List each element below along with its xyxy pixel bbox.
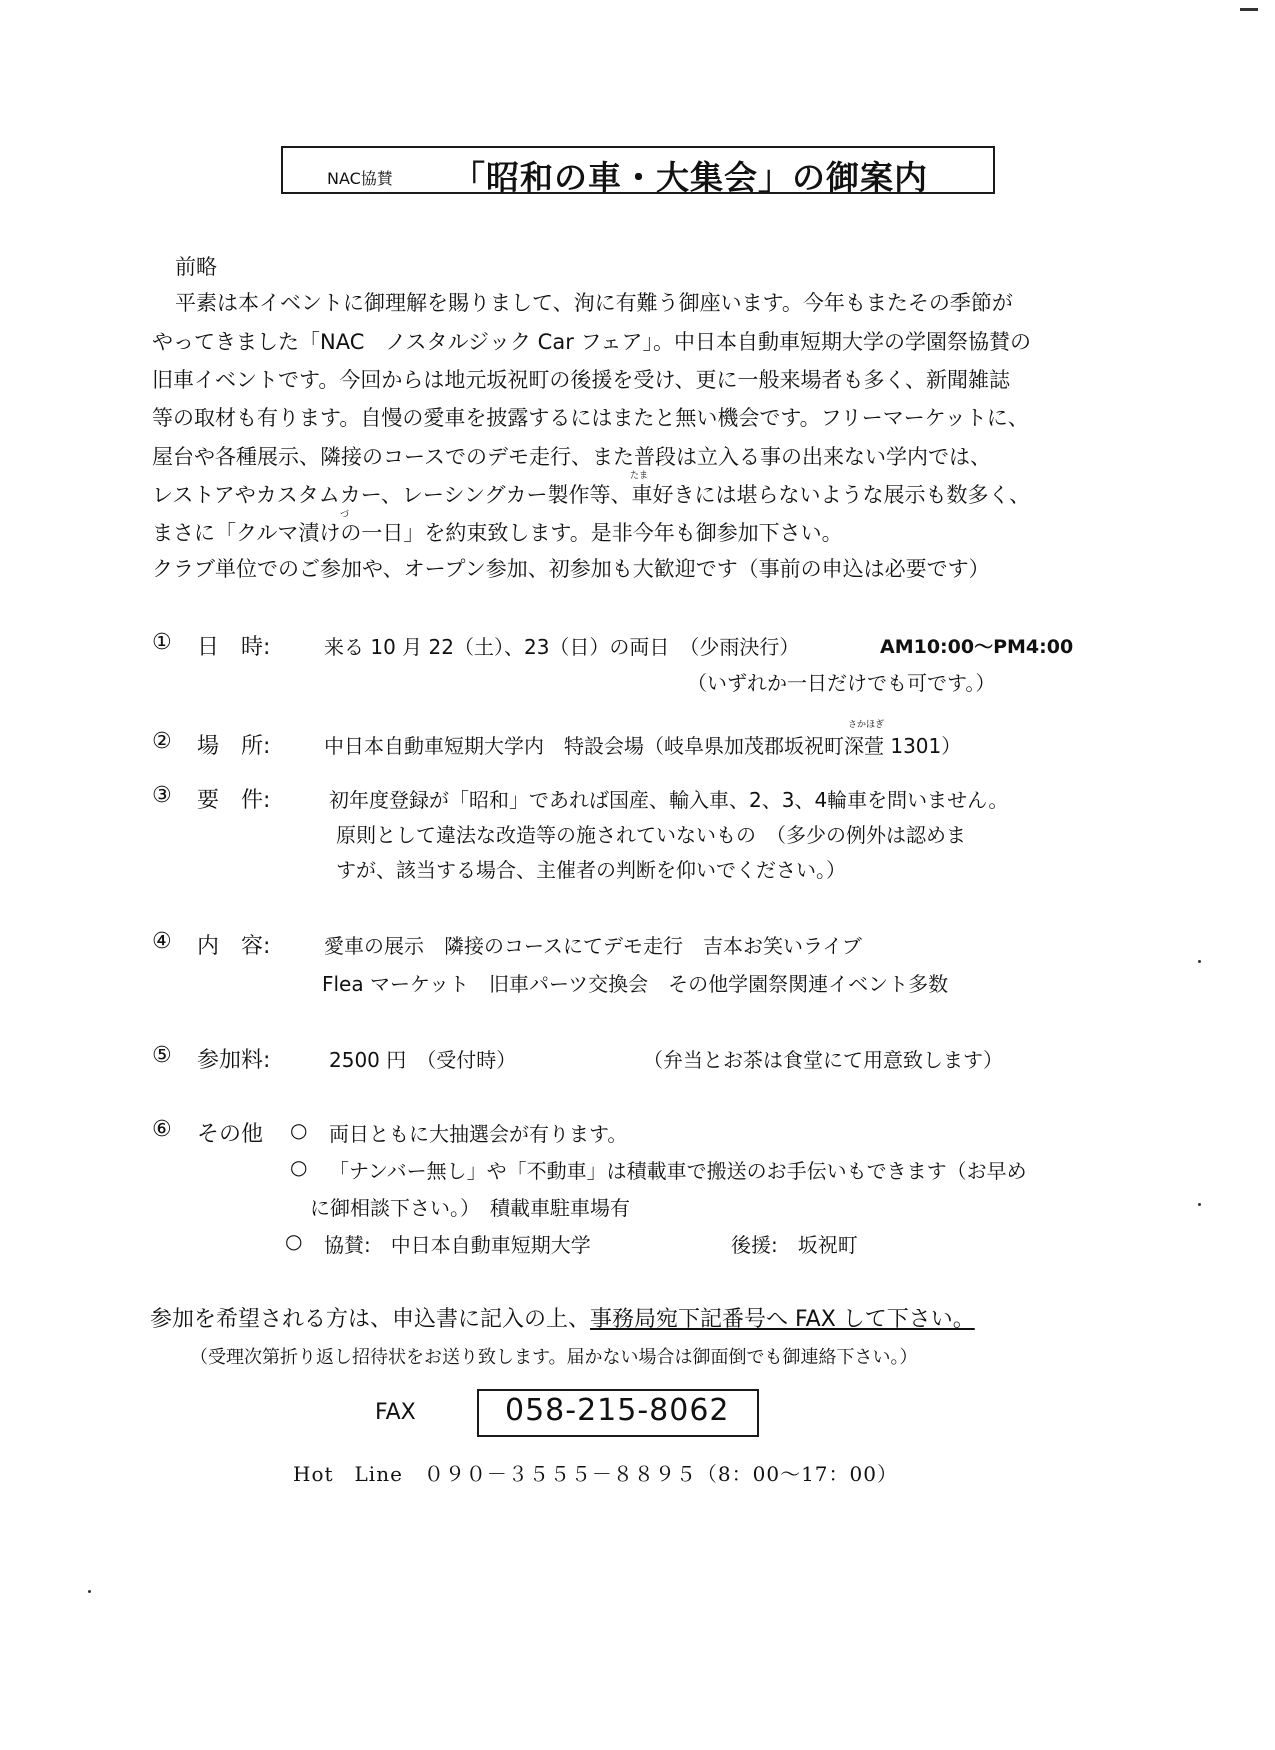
- contents-line: Flea マーケット 旧車パーツ交換会 その他学園祭関連イベント多数: [322, 972, 949, 996]
- intro-line: 旧車イベントです。今回からは地元坂祝町の後援を受け、更に一般来場者も多く、新聞雑誌: [152, 368, 1011, 392]
- fee-note: （弁当とお茶は食堂にて用意致します）: [643, 1048, 1003, 1072]
- supporter-line: 後援: 坂祝町: [731, 1233, 858, 1257]
- ruby-sakahogi: さかほぎ: [848, 720, 885, 730]
- salutation: 前略: [175, 255, 217, 279]
- other-label: その他: [197, 1122, 264, 1147]
- cta-line: [150, 1302, 975, 1333]
- cta-text: 参加を希望される方は、申込書に記入の上、: [150, 1307, 591, 1332]
- date-label: 日 時:: [197, 635, 271, 660]
- other-line: 両日ともに大抽選会が有ります。: [329, 1122, 628, 1146]
- ruby-zuke: づ: [340, 510, 350, 520]
- fax-number: 058-215-8062: [505, 1393, 730, 1428]
- other-line: 「ナンバー無し」や「不動車」は積載車で搬送のお手伝いもできます（お早め: [329, 1159, 1027, 1183]
- fee-label: 参加料:: [197, 1048, 271, 1073]
- scan-speck: [88, 1590, 91, 1593]
- requirements-line: 原則として違法な改造等の施されていないもの （多少の例外は認めま: [336, 823, 966, 847]
- intro-line: やってきました「NAC ノスタルジック Car フェア」。中日本自動車短期大学の学園祭協賛の: [152, 330, 1031, 354]
- sponsor-line: 協賛: 中日本自動車短期大学: [324, 1233, 591, 1257]
- item-number-5: ⑤: [152, 1043, 172, 1068]
- cta-emphasis: 事務局宛下記番号へ FAX して下さい。: [590, 1307, 975, 1332]
- item-number-3: ③: [152, 783, 172, 808]
- fax-label: FAX: [375, 1400, 416, 1425]
- page-title: 「昭和の車・大集会」の御案内: [452, 158, 928, 197]
- contents-label: 内 容:: [197, 934, 271, 959]
- intro-line: レストアやカスタムカー、レーシングカー製作等、車好きには堪らないような展示も数多く、: [152, 483, 1031, 507]
- bullet-circle-icon: ○: [290, 1155, 308, 1179]
- intro-line: クラブ単位でのご参加や、オープン参加、初参加も大歓迎です（事前の申込は必要です）: [152, 557, 990, 581]
- date-time: AM10:00〜PM4:00: [880, 636, 1074, 658]
- intro-line: まさに「クルマ漬けの一日」を約束致します。是非今年も御参加下さい。: [152, 521, 843, 545]
- ruby-tamara: たま: [630, 471, 649, 481]
- date-note: （いずれか一日だけでも可です。）: [687, 671, 996, 695]
- scan-speck: [1198, 1203, 1201, 1206]
- item-number-6: ⑥: [152, 1117, 172, 1142]
- item-number-2: ②: [152, 729, 172, 754]
- bullet-circle-icon: ○: [290, 1118, 308, 1142]
- requirements-line: すが、該当する場合、主催者の判断を仰いでください。）: [336, 858, 846, 882]
- place-value: 中日本自動車短期大学内 特設会場（岐阜県加茂郡坂祝町深萱 1301）: [324, 734, 962, 758]
- place-label: 場 所:: [197, 734, 271, 759]
- title-prefix: NAC協賛: [327, 169, 393, 188]
- requirements-line: 初年度登録が「昭和」であれば国産、輸入車、2、3、4輪車を問いません。: [329, 788, 1009, 812]
- requirements-label: 要 件:: [197, 788, 271, 813]
- fee-value: 2500 円 （受付時）: [329, 1048, 517, 1072]
- cta-note: （受理次第折り返し招待状をお送り致します。届かない場合は御面倒でも御連絡下さい。）: [190, 1347, 918, 1368]
- scan-speck: [1198, 960, 1201, 963]
- other-line: に御相談下さい。） 積載車駐車場有: [310, 1196, 630, 1220]
- item-number-1: ①: [152, 630, 172, 655]
- scan-mark: [1240, 8, 1258, 11]
- bullet-circle-icon: ○: [285, 1229, 303, 1253]
- intro-line: 平素は本イベントに御理解を賜りまして、洵に有難う御座います。今年もまたその季節が: [175, 291, 1013, 315]
- intro-line: 等の取材も有ります。自慢の愛車を披露するにはまたと無い機会です。フリーマーケットに、: [152, 406, 1029, 430]
- intro-line: 屋台や各種展示、隣接のコースでのデモ走行、また普段は立入る事の出来ない学内では、: [152, 445, 991, 469]
- contents-line: 愛車の展示 隣接のコースにてデモ走行 吉本お笑いライブ: [324, 934, 862, 958]
- hotline: Hot Line ０９０－３５５５－８８９５（8：00〜17：00）: [293, 1462, 898, 1486]
- date-value: 来る 10 月 22（土）、23（日）の両日 （少雨決行）: [324, 635, 800, 659]
- item-number-4: ④: [152, 929, 172, 954]
